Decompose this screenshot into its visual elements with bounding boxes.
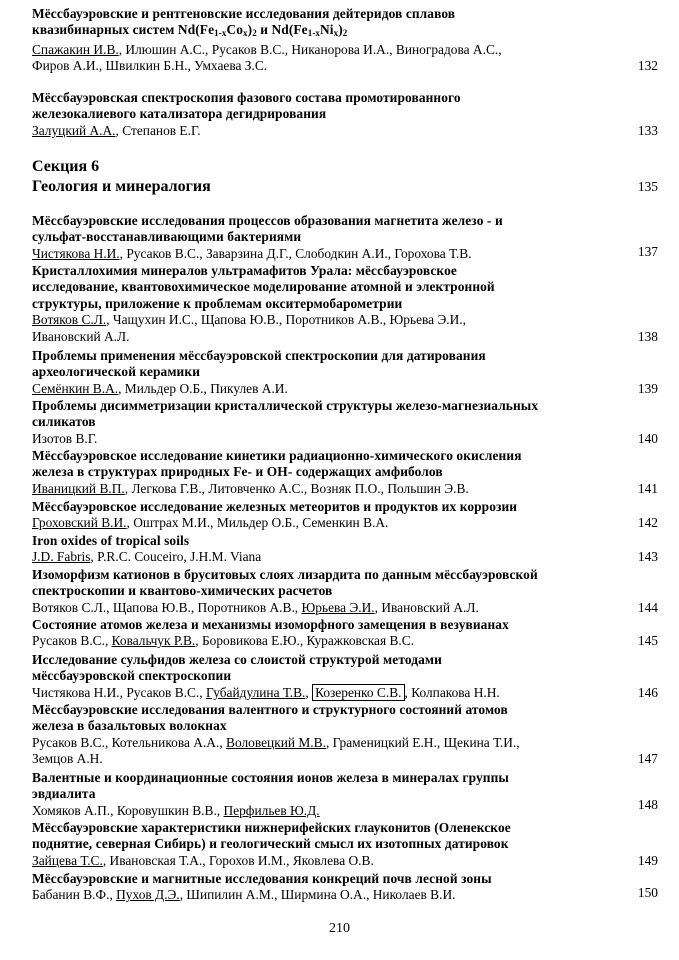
page-number: 140 [637,430,658,446]
entry-title: Изоморфизм катионов в бруситовых слоях лизардита по данным мёссбауэровской спектроскопии и квантово-химических расчетов [32,567,538,599]
entry-title: Мёссбауэровские и магнитные исследования конкреций почв лесной зоны [32,871,492,886]
toc-entry [32,770,660,819]
page-number: 144 [637,599,658,615]
page-number: 146 [637,684,658,700]
toc-entry [32,6,660,75]
entry-title: Валентные и координационные состояния ионов железа в минералах группы эвдиалита [32,770,509,802]
page-number: 132 [637,58,658,74]
entry-authors: Гроховский В.И., Оштрах М.И., Мильдер О.Б., Семенкин В.А. 142 [32,515,658,531]
entry-title: Мёссбауэровские исследования валентного и структурного состояний атомов железа в базальтовых волокнах [32,702,508,734]
page-number: 135 [637,178,658,194]
toc-entry [32,348,660,397]
entry-authors: Иваницкий В.П., Легкова Г.В., Литовченко А.С., Возняк П.О., Польшин Э.В. 141 [32,480,658,496]
page-number: 145 [637,633,658,649]
entry-authors: Вотяков С.Л., Чащухин И.С., Щапова Ю.В., Поротников А.В., Юрьева Э.И., Ивановский А.Л. 138 [32,312,658,344]
toc-entry [32,533,660,566]
entry-authors: Чистякова Н.И., Русаков В.С., Заварзина Д.Г., Слободкин А.И., Горохова Т.В. 137 [32,243,658,261]
toc-entry [32,448,660,497]
page-number: 150 [637,885,658,901]
entry-title: Мёссбауэровские характеристики нижнерифейских глауконитов (Оленекское поднятие, северная Сибирь) и геологический смысл их изотопных датировок [32,820,511,852]
entry-title: Мёссбауэровские исследования процессов образования магнетита железо - и сульфат-восстанавливающими бактериями [32,213,503,245]
toc-entry [32,567,660,616]
page-number: 142 [637,515,658,531]
entry-authors: Вотяков С.Л., Щапова Ю.В., Поротников А.В., Юрьева Э.И., Ивановский А.Л. 144 [32,599,658,615]
toc-entry [32,213,660,262]
section-name: Геология и минералогия [32,178,211,195]
entry-title: Кристаллохимия минералов ультрамафитов Урала: мёссбауэровское исследование, квантовохимическое моделирование атомной и электронной структуры, приложение к проблемам окситермобарометрии [32,263,495,311]
entry-title: Исследование сульфидов железа со слоистой структурой методами мёссбауэровской спектроскопии [32,652,442,684]
toc-entry [32,617,660,650]
toc-entry [32,702,660,768]
page-number: 147 [637,751,658,767]
entry-authors: Зайцева Т.С., Ивановская Т.А., Горохов И.М., Яковлева О.В. 149 [32,852,658,868]
section-number: Секция 6 [32,158,100,175]
section-heading [32,157,660,197]
entry-title: Iron oxides of tropical soils [32,533,190,548]
entry-title: Проблемы дисимметризации кристаллической структуры железо-магнезиальных силикатов [32,398,539,430]
entry-authors: Русаков В.С., Ковальчук Р.В., Боровикова Е.Ю., Куражковская В.С. 145 [32,633,658,649]
toc-entry [32,263,660,345]
entry-title: Мёссбауэровская спектроскопия фазового состава промотированного железокалиевого катализатора дегидрирования [32,90,461,122]
page-number: 141 [637,480,658,496]
page-number: 138 [637,328,658,344]
page-number: 139 [637,380,658,396]
entry-authors: J.D. Fabris, P.R.C. Couceiro, J.H.M. Viana 143 [32,549,658,565]
entry-authors: Изотов В.Г. 140 [32,430,658,446]
entry-authors: Русаков В.С., Котельникова А.А., Воловецкий М.В., Граменицкий Е.Н., Щекина Т.И., Земцов А.Н. 147 [32,734,658,767]
toc-entry [32,820,660,869]
boxed-author: Козеренко С.В. [312,684,404,701]
page-number: 149 [637,852,658,868]
entry-authors: Спажакин И.В., Илюшин А.С., Русаков В.С., Никанорова И.А., Виноградова А.С., Фиров А.И., Швилкин Б.Н., Умхаева З.С. 132 [32,41,658,74]
toc-entry [32,398,660,447]
entry-title: Мёссбауэровское исследование железных метеоритов и продуктов их коррозии [32,499,518,514]
entry-authors: Семёнкин В.А., Мильдер О.Б., Пикулев А.И. 139 [32,380,658,396]
entry-title: Мёссбауэровские и рентгеновские исследования дейтеридов сплавов квазибинарных систем $Nd(Fe_{1-x}Co_x)_2$ и $Nd(Fe_{1-x}Ni_x)_2$ [32,6,456,39]
page-number: 143 [637,549,658,565]
page-number: 137 [637,243,658,259]
page-number: 133 [637,122,658,138]
entry-authors: Бабанин В.Ф., Пухов Д.Э., Шипилин А.М., Ширмина О.А., Николаев В.И. 150 [32,885,658,903]
entry-title: Проблемы применения мёссбауэровской спектроскопии для датирования археологической керамики [32,348,486,380]
toc-entry [32,871,660,904]
toc-entry [32,499,660,532]
entry-authors: Хомяков А.П., Коровушкин В.В., Перфильев Ю.Д. 148 [32,796,658,818]
toc-entry [32,652,660,701]
page-number: 148 [637,796,658,812]
toc-entry [32,90,660,139]
entry-title: Мёссбауэровское исследование кинетики радиационно-химического окисления железа в структурах природных Fe- и OH- содержащих амфиболов [32,448,522,480]
entry-title: Состояние атомов железа и механизмы изоморфного замещения в везувианах [32,617,509,632]
entry-authors: Чистякова Н.И., Русаков В.С., Губайдулина Т.В., Козеренко С.В. , Колпакова Н.Н. 146 [32,684,658,700]
entry-authors: Залуцкий А.А., Степанов Е.Г. 133 [32,122,658,138]
footer-page-number: 210 [329,921,350,936]
